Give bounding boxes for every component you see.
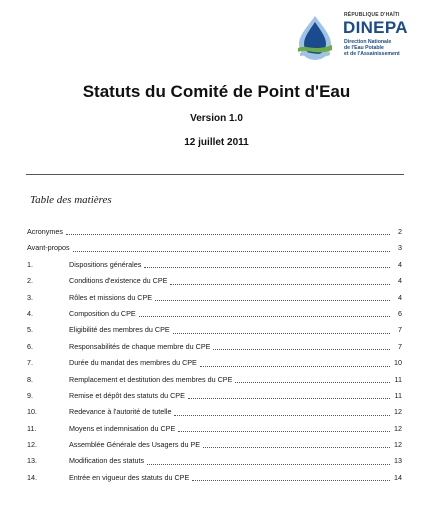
logo-subtitle-line: Direction Nationale: [344, 39, 392, 45]
toc-dot-leader: [203, 447, 390, 448]
toc-entry-label: Dispositions générales: [69, 259, 142, 269]
toc-entry-label: Assemblée Générale des Usagers du PE: [69, 440, 201, 450]
toc-entry-page: 14: [394, 472, 402, 482]
toc-entry[interactable]: [27, 355, 402, 371]
toc-dot-leader: [147, 464, 390, 465]
toc-entry-label: Responsabilités de chaque membre du CPE: [69, 341, 211, 351]
toc-dot-leader: [139, 316, 390, 317]
toc-dot-leader: [188, 398, 390, 399]
toc-entry[interactable]: [27, 453, 402, 469]
toc-dot-leader: [170, 284, 390, 285]
toc-dot-leader: [174, 415, 390, 416]
toc-entry-page: 4: [398, 276, 402, 286]
toc-dot-leader: [200, 366, 390, 367]
toc-entry-page: 7: [398, 325, 402, 335]
toc-entry-page: 3: [398, 243, 402, 253]
toc-entry-page: 4: [398, 292, 402, 302]
toc-entry-label: Remise et dépôt des statuts du CPE: [69, 390, 185, 400]
toc-entry[interactable]: [27, 290, 402, 306]
logo-subtitle: [344, 39, 414, 57]
toc-entry-label: Entrée en vigueur des statuts du CPE: [69, 472, 190, 482]
toc-entry[interactable]: [27, 388, 402, 404]
toc-entry-label: Rôles et missions du CPE: [69, 292, 153, 302]
toc-entry-page: 4: [398, 259, 402, 269]
toc-entry-label: Remplacement et destitution des membres du CPE: [69, 374, 233, 384]
toc-entry-page: 11: [394, 390, 402, 400]
logo-republic-text: RÉPUBLIQUE D'HAÏTI: [344, 12, 400, 18]
toc-entry-page: 2: [398, 227, 402, 236]
horizontal-divider: [26, 174, 404, 175]
toc-dot-leader: [66, 234, 390, 235]
toc-entry-label: Acronymes: [27, 227, 63, 236]
toc-dot-leader: [155, 300, 390, 301]
toc-entry[interactable]: [27, 306, 402, 322]
toc-dot-leader: [144, 267, 390, 268]
toc-entry-number: 13.: [27, 456, 37, 466]
toc-entry-page: 10: [394, 358, 402, 368]
toc-entry-label: Redevance à l'autorité de tutelle: [69, 407, 172, 417]
toc-dot-leader: [235, 382, 390, 383]
toc-entry-label: Modification des statuts: [69, 456, 145, 466]
toc-entry-label: Avant-propos: [27, 243, 70, 253]
toc-entry-number: 11.: [27, 423, 37, 433]
toc-entry[interactable]: [27, 437, 402, 453]
toc-entry-page: 13: [394, 456, 402, 466]
toc-entry[interactable]: [27, 470, 402, 486]
toc-entry[interactable]: [27, 404, 402, 420]
toc-dot-leader: [73, 251, 390, 252]
toc-entry-page: 12: [394, 423, 402, 433]
document-title: Statuts du Comité de Point d'Eau: [82, 82, 351, 101]
toc-entry[interactable]: [27, 224, 402, 240]
toc-entry-label: Moyens et indemnisation du CPE: [69, 423, 176, 433]
toc-dot-leader: [173, 333, 390, 334]
toc-dot-leader: [178, 431, 390, 432]
toc-entry[interactable]: [27, 372, 402, 388]
toc-entry[interactable]: [27, 421, 402, 437]
toc-entry[interactable]: [27, 273, 402, 289]
toc-entry-number: 8.: [27, 374, 33, 384]
toc-heading: Table des matières: [30, 194, 112, 206]
toc-entry-number: 14.: [27, 472, 37, 482]
toc-entry-number: 6.: [27, 341, 33, 351]
toc-entry-number: 5.: [27, 325, 33, 335]
toc-entry-label: Composition du CPE: [69, 308, 136, 318]
toc-entry[interactable]: [27, 339, 402, 355]
toc-entry-page: 7: [398, 341, 402, 351]
toc-entry-number: 9.: [27, 390, 33, 400]
toc-entry-label: Eligibilité des membres du CPE: [69, 325, 170, 335]
toc-entry-label: Conditions d'existence du CPE: [69, 276, 168, 286]
toc-entry-number: 10.: [27, 407, 37, 417]
toc-entry[interactable]: [27, 322, 402, 338]
toc-entry-number: 3.: [27, 292, 33, 302]
water-drop-logo-icon: [292, 14, 338, 60]
dinepa-logo: [292, 10, 410, 64]
toc-entry-page: 12: [394, 440, 402, 450]
toc-entry-number: 7.: [27, 358, 33, 368]
toc-entry-page: 11: [394, 374, 402, 384]
logo-name: DINEPA: [343, 18, 408, 37]
toc-entry-number: 2.: [27, 276, 33, 286]
toc-entry-page: 12: [394, 407, 402, 417]
logo-subtitle-line: de l'Eau Potable: [344, 45, 384, 51]
toc-entry-page: 6: [398, 308, 402, 318]
toc-entry[interactable]: [27, 257, 402, 273]
toc-entry[interactable]: [27, 240, 402, 256]
toc-entry-number: 12.: [27, 440, 37, 450]
toc-entry-number: 4.: [27, 308, 33, 318]
document-date: 12 juillet 2011: [184, 137, 249, 148]
logo-subtitle-line: et de l'Assainissement: [344, 51, 400, 57]
table-of-contents: [27, 224, 402, 486]
toc-entry-number: 1.: [27, 259, 33, 269]
toc-dot-leader: [192, 480, 390, 481]
toc-entry-label: Durée du mandat des membres du CPE: [69, 358, 197, 368]
toc-dot-leader: [213, 349, 390, 350]
document-version: Version 1.0: [190, 113, 243, 124]
